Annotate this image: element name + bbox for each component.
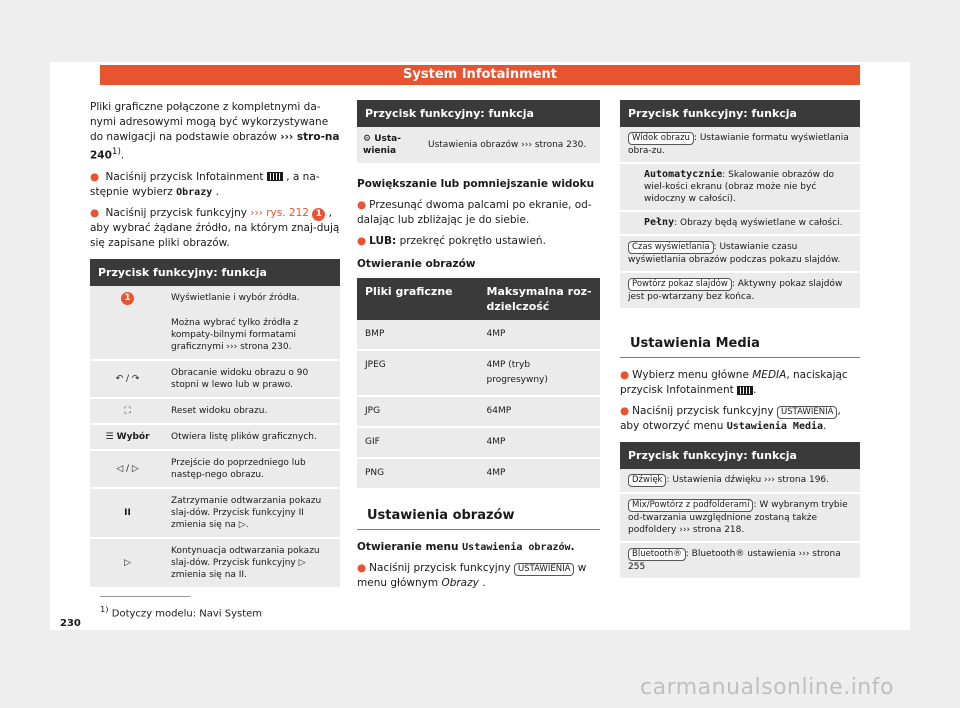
bullet-2-text: Naciśnij przycisk funkcyjny bbox=[105, 206, 247, 219]
rotate-icon: ↶ / ↷ bbox=[115, 373, 140, 384]
media-bullet-1: ● Wybierz menu główne MEDIA, naciskając przycisk Infotainment . bbox=[620, 369, 848, 396]
settings-key[interactable]: USTAWIENIA bbox=[777, 406, 837, 419]
list-icon: ☰ Wybór bbox=[105, 431, 150, 442]
sound-key[interactable]: Dźwięk bbox=[628, 474, 666, 487]
menu-open-label: Otwieranie menu bbox=[357, 541, 459, 553]
bluetooth-key[interactable]: Bluetooth® bbox=[628, 548, 686, 561]
function-table-3 bbox=[620, 100, 860, 310]
table-cell: Ustawienia obrazów ››› strona 230. bbox=[428, 140, 587, 150]
bullet-icon: ● bbox=[357, 562, 367, 574]
table-cell: : Ustawienia dźwięku ››› strona 196. bbox=[666, 475, 830, 485]
table-cell: JPEG bbox=[365, 360, 386, 370]
table-row bbox=[620, 469, 860, 494]
table-row bbox=[620, 494, 860, 543]
menu-text: Naciśnij przycisk funkcyjny bbox=[369, 562, 511, 574]
media-text: , naciskając przycisk Infotainment bbox=[620, 369, 848, 396]
settings-key[interactable]: USTAWIENIA bbox=[514, 563, 574, 576]
function-table-2 bbox=[357, 100, 600, 165]
footnote-mark: 1) bbox=[100, 604, 109, 614]
table-cell: GIF bbox=[365, 437, 380, 447]
table-cell: Obracanie widoku obrazu o 90 stopni w lewo lub w prawo. bbox=[171, 367, 309, 390]
table-row bbox=[90, 361, 340, 399]
subheading-open: Otwieranie obrazów bbox=[357, 258, 476, 270]
table-cell: Można wybrać tylko źródła z kompaty-bilnymi formatami graficznymi ››› strona 230. bbox=[171, 317, 299, 352]
menu-item-obrazy: Obrazy bbox=[176, 186, 213, 198]
mix-key[interactable]: Mix/Powtórz z podfolderami bbox=[628, 499, 753, 512]
column-2 bbox=[357, 100, 600, 597]
media-italic: MEDIA bbox=[752, 369, 787, 381]
table-cell: 4MP bbox=[486, 468, 506, 478]
duration-key[interactable]: Czas wyświetlania bbox=[628, 241, 714, 254]
column-3 bbox=[620, 100, 860, 580]
media-text: Wybierz menu główne bbox=[632, 369, 749, 381]
bullet-icon: ● bbox=[90, 206, 100, 219]
table-key: Usta-wienia bbox=[363, 134, 401, 156]
menu-name: Ustawienia Media bbox=[726, 421, 824, 432]
table-cell: 4MP bbox=[486, 329, 506, 339]
table-row bbox=[357, 351, 600, 397]
menu-text: w menu głównym bbox=[357, 562, 587, 589]
callout-circle: 1 bbox=[121, 292, 134, 305]
function-table-1 bbox=[90, 259, 340, 589]
menu-open-line: Otwieranie menu Ustawienia obrazów. bbox=[357, 541, 575, 553]
bullet-icon: ● bbox=[90, 170, 100, 183]
menu-button-icon bbox=[267, 172, 283, 181]
zoom-bullet-2 bbox=[357, 234, 600, 249]
page-number: 230 bbox=[60, 618, 81, 629]
table-cell: : Bluetooth® ustawienia ››› strona 255 bbox=[628, 549, 841, 572]
table-cell: PNG bbox=[365, 468, 385, 478]
table-cell: JPG bbox=[365, 406, 381, 416]
bullet-1-text: Naciśnij przycisk Infotainment bbox=[105, 170, 264, 183]
bullet-1: ● Naciśnij przycisk Infotainment , a na-stępnie wybierz Obrazy . bbox=[90, 170, 320, 198]
zoom-bullet-1 bbox=[357, 198, 600, 228]
menu-italic: Obrazy bbox=[441, 577, 479, 589]
column-header: Maksymalna roz-dzielczość bbox=[486, 285, 592, 313]
bullet-2 bbox=[90, 206, 340, 251]
table-row bbox=[620, 273, 860, 310]
column-1 bbox=[90, 100, 340, 589]
watermark: carmanualsonline.info bbox=[640, 675, 894, 700]
table-row bbox=[90, 399, 340, 425]
table-cell: Przejście do poprzedniego lub następ-nego obrazu. bbox=[171, 457, 306, 480]
zoom-text: Przesunąć dwoma palcami po ekranie, od-dalając lub zbliżając je do siebie. bbox=[357, 199, 592, 226]
subheading-zoom: Powiększanie lub pomniejszanie widoku bbox=[357, 178, 595, 190]
table-cell: Reset widoku obrazu. bbox=[171, 405, 268, 416]
intro-text: Pliki graficzne połączone z kompletnymi da-nymi adresowymi mogą być wykorzystywane do nawigacji na podstawie obrazów bbox=[90, 101, 329, 143]
table-cell: 64MP bbox=[486, 406, 512, 416]
table-cell: : W wybranym trybie od-twarzania uwzględnione zostaną także podfoldery ››› strona 218. bbox=[628, 500, 848, 535]
table-row bbox=[90, 286, 340, 311]
menu-button-icon bbox=[737, 386, 753, 395]
table-header: Przycisk funkcyjny: funkcja bbox=[357, 100, 600, 127]
table-row bbox=[620, 236, 860, 273]
table-key bbox=[90, 329, 165, 341]
option-auto: Automatycznie bbox=[644, 169, 723, 180]
intro-link[interactable]: ››› stro-na 240 bbox=[90, 131, 340, 162]
table-row bbox=[357, 459, 600, 490]
table-header: Przycisk funkcyjny: funkcja bbox=[90, 259, 340, 286]
bullet-icon: ● bbox=[620, 369, 630, 381]
table-row bbox=[620, 127, 860, 164]
section-title-media: Ustawienia Media bbox=[620, 336, 860, 358]
play-icon: ▷ bbox=[124, 557, 131, 568]
table-cell: Otwiera listę plików graficznych. bbox=[171, 431, 317, 442]
table-cell: 4MP (tryb progresywny) bbox=[486, 360, 548, 385]
section-title-settings: Ustawienia obrazów bbox=[357, 508, 600, 530]
table-row bbox=[357, 428, 600, 459]
table-cell: : Obrazy będą wyświetlane w całości. bbox=[674, 218, 843, 228]
footnote-divider bbox=[100, 596, 190, 597]
footnote bbox=[100, 604, 262, 619]
media-bullet-2: ● Naciśnij przycisk funkcyjny USTAWIENIA , aby otworzyć menu Ustawienia Media. bbox=[620, 405, 841, 432]
table-cell: : Ustawianie formatu wyświetlania obra-zu. bbox=[628, 133, 849, 156]
bullet-1-text-b: , a na-stępnie wybierz bbox=[90, 170, 320, 198]
resolution-table bbox=[357, 278, 600, 490]
table-row bbox=[90, 539, 340, 589]
table-cell: : Aktywny pokaz slajdów jest po-wtarzany bez końca. bbox=[628, 279, 843, 302]
table-header: Przycisk funkcyjny: funkcja bbox=[620, 442, 860, 469]
settings-icon: ⚙ bbox=[363, 134, 375, 144]
zoom-text: przekręć pokrętło ustawień. bbox=[399, 235, 546, 247]
reset-view-icon: ⛶ bbox=[124, 405, 131, 416]
lub-label: LUB: bbox=[369, 235, 397, 247]
table-row bbox=[90, 425, 340, 451]
table-cell: BMP bbox=[365, 329, 385, 339]
table-row bbox=[90, 451, 340, 489]
bullet-icon: ● bbox=[357, 199, 367, 211]
function-table-4 bbox=[620, 442, 860, 580]
media-text: , aby otworzyć menu bbox=[620, 405, 841, 432]
pause-icon: II bbox=[124, 507, 131, 518]
table-cell: Kontynuacja odtwarzania pokazu slaj-dów. Przycisk funkcyjny ▷ zmienia się na II. bbox=[171, 545, 320, 580]
intro-paragraph: Pliki graficzne połączone z kompletnymi da-nymi adresowymi mogą być wykorzystywane do nawigacji na podstawie obrazów ››› stro-na 240$^{1)}$. bbox=[90, 101, 340, 162]
footnote-text: Dotyczy modelu: Navi System bbox=[111, 608, 263, 620]
table-row bbox=[620, 164, 860, 212]
table-cell: 4MP bbox=[486, 437, 506, 447]
column-header: Pliki graficzne bbox=[365, 285, 453, 298]
table-row bbox=[357, 127, 600, 165]
option-full: Pełny bbox=[644, 217, 675, 228]
prev-next-icon: ◁ / ▷ bbox=[116, 463, 139, 474]
bullet-2-text-b: , aby wybrać żądane źródło, na którym znaj-dują się zapisane pliki obrazów. bbox=[90, 206, 340, 249]
table-row bbox=[357, 320, 600, 351]
media-text: Naciśnij przycisk funkcyjny bbox=[632, 405, 774, 417]
table-header: Przycisk funkcyjny: funkcja bbox=[620, 100, 860, 127]
figure-link[interactable]: ››› rys. 212 bbox=[250, 206, 309, 219]
footnote-ref: 1) bbox=[111, 147, 121, 157]
callout-circle: 1 bbox=[312, 208, 325, 221]
table-row bbox=[90, 311, 340, 361]
table-cell: : Skalowanie obrazów do wiel-kości ekranu (obraz może nie być widoczny w całości). bbox=[644, 170, 835, 204]
table-row bbox=[620, 212, 860, 236]
table-cell: : Ustawianie czasu wyświetlania obrazów podczas pokazu slajdów. bbox=[628, 242, 841, 265]
table-row bbox=[620, 543, 860, 580]
page-header: System Infotainment bbox=[100, 65, 860, 85]
bullet-icon: ● bbox=[620, 405, 630, 417]
repeat-key[interactable]: Powtórz pokaz slajdów bbox=[628, 278, 732, 291]
menu-text-end: . bbox=[482, 577, 486, 589]
menu-name: Ustawienia obrazów bbox=[462, 542, 571, 553]
bullet-icon: ● bbox=[357, 235, 367, 247]
table-row bbox=[90, 489, 340, 539]
view-key[interactable]: Widok obrazu bbox=[628, 132, 694, 145]
menu-bullet bbox=[357, 561, 600, 591]
table-cell: Wyświetlanie i wybór źródła. bbox=[171, 293, 300, 303]
table-row bbox=[357, 397, 600, 428]
table-cell: Zatrzymanie odtwarzania pokazu slaj-dów. Przycisk funkcyjny II zmienia się na ▷. bbox=[171, 495, 322, 530]
